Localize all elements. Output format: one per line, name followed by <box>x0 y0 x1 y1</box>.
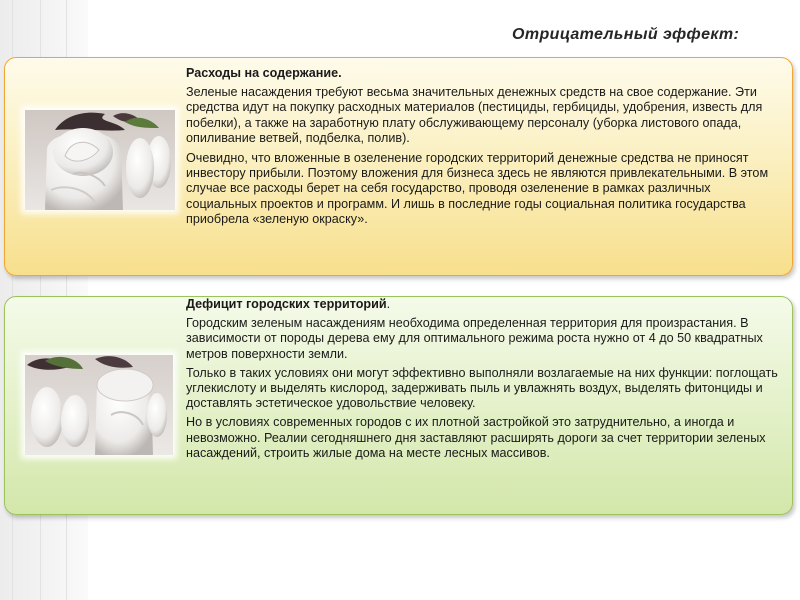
card-paragraph: Но в условиях современных городов с их плотной застройкой это затруднительно, а иногда и невозможно. Реалии сегодняшнего дня заставляют расширять дороги за счет территории зеленых насаждений, строить жилые дома на месте лесных массивов. <box>186 415 766 460</box>
card-heading-text: Дефицит городских территорий <box>186 297 387 311</box>
card-paragraph: Городским зеленым насаждениям необходима определенная территория для произрастания. В зависимости от породы дерева ему для оптимального режима роста нужно от 4 до 50 квадратных метров поверхности земли. <box>186 316 763 361</box>
figurine-photo <box>25 355 173 455</box>
card-heading <box>186 297 782 312</box>
card-paragraph: Очевидно, что вложенные в озеленение городских территорий денежные средства не приносят инвестору прибыли. Поэтому вложения для бизнеса здесь не являются привлекательными. В этом случае все расходы берет на себя государство, проводя озеленение в рамках различных социальных проектов и программ. И лишь в последние годы социальная политика государства приобрела «зеленую окраску». <box>186 151 769 226</box>
slide-title: Отрицательный эффект: <box>512 26 740 43</box>
card-paragraph: Только в таких условиях они могут эффективно выполняли возлагаемые на них функции: поглощать углекислоту и выделять кислород, задерживать пыль и увлажнять воздух, выделять фитонциды и доставлять эстетическое удовольствие человеку. <box>186 365 778 411</box>
card-heading: Расходы на содержание. <box>186 66 342 80</box>
figurine-photo <box>25 110 175 210</box>
card-text <box>186 66 782 232</box>
card-heading-period: . <box>386 297 391 311</box>
card-maintenance-costs <box>4 57 793 276</box>
card-text <box>186 297 782 465</box>
card-territory-deficit <box>4 296 793 515</box>
card-paragraph: Зеленые насаждения требуют весьма значительных денежных средств на свое содержание. Эти средства идут на покупку расходных материалов (пестициды, гербициды, удобрения, известь для побелки), а также на заработную плату обслуживающему персоналу (уборка листового опада, опиливание ветвей, подбелка, полив). <box>186 85 763 145</box>
